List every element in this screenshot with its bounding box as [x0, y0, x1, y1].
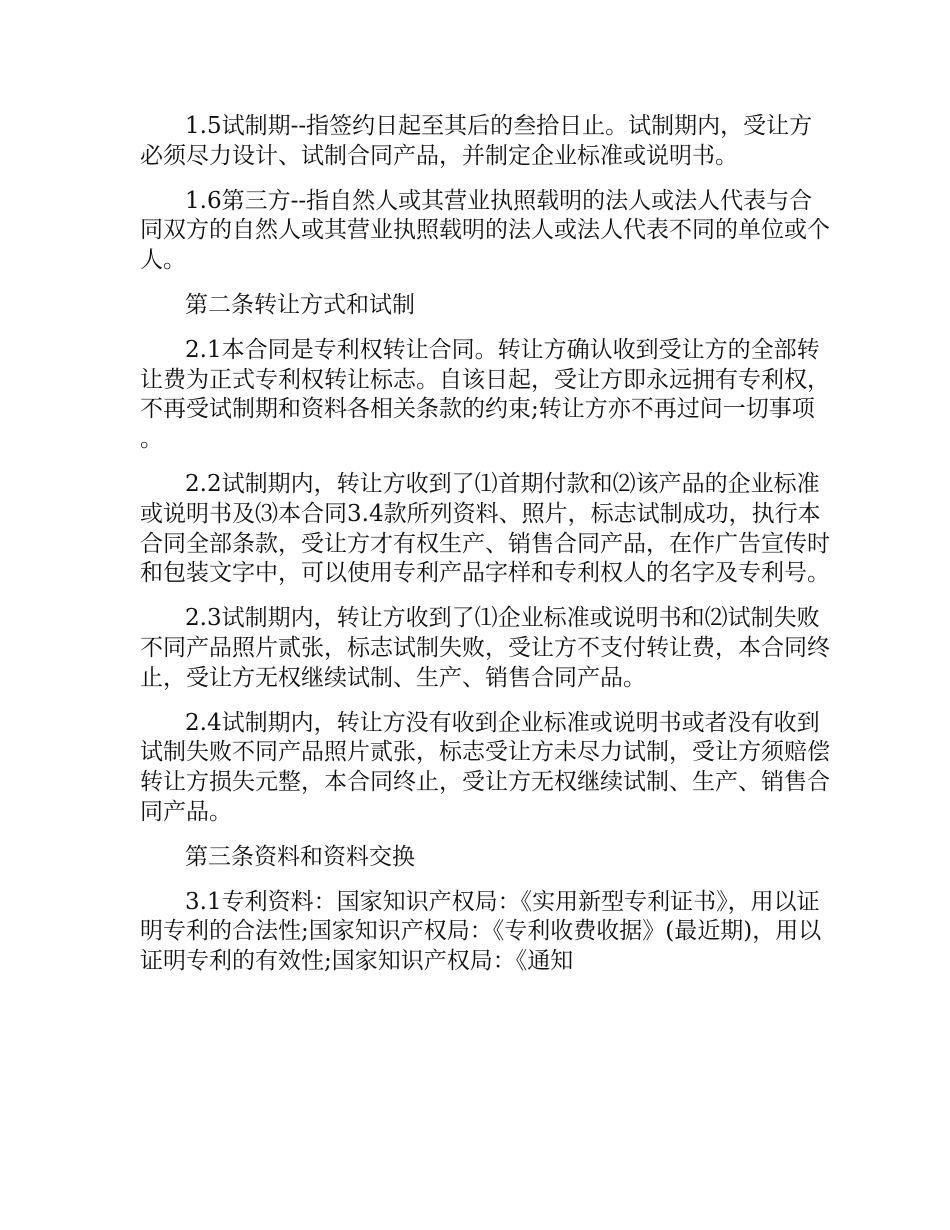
paragraph-2-2: 2.2试制期内，转让方收到了⑴首期付款和⑵该产品的企业标准或说明书及⑶本合同3.4款所列资料、照片，标志试制成功，执行本合同全部条款，受让方才有权生产、销售合同产品，在作广告宣传时和包装文字中，可以使用专利产品字样和专利权人的名字及专利号。: [140, 470, 830, 587]
document-body: [140, 112, 830, 992]
heading-article-2: 第二条转让方式和试制: [185, 291, 415, 318]
paragraph-2-1: 2.1本合同是专利权转让合同。转让方确认收到受让方的全部转让费为正式专利权转让标志。自该日起，受让方即永远拥有专利权，不再受试制期和资料各相关条款的约束;转让方亦不再过问一切事项。: [140, 336, 830, 453]
heading-article-3: 第三条资料和资料交换: [185, 843, 415, 870]
paragraph-2-3: 2.3试制期内，转让方收到了⑴企业标准或说明书和⑵试制失败不同产品照片贰张，标志试制失败，受让方不支付转让费，本合同终止，受让方无权继续试制、生产、销售合同产品。: [140, 605, 830, 691]
paragraph-1-6-third-party: 1.6第三方--指自然人或其营业执照载明的法人或法人代表与合同双方的自然人或其营业执照载明的法人或法人代表不同的单位或个人。: [140, 187, 830, 274]
paragraph-1-5-trial-period: 1.5试制期--指签约日起至其后的叁拾日止。试制期内，受让方必须尽力设计、试制合同产品，并制定企业标准或说明书。: [140, 113, 813, 169]
paragraph-2-4: 2.4试制期内，转让方没有收到企业标准或说明书或者没有收到试制失败不同产品照片贰张，标志受让方未尽力试制，受让方须赔偿转让方损失元整，本合同终止，受让方无权继续试制、生产、销售合同产品。: [140, 709, 830, 825]
paragraph-3-1: 3.1专利资料：国家知识产权局：《实用新型专利证书》，用以证明专利的合法性;国家知识产权局：《专利收费收据》(最近期)，用以证明专利的有效性;国家知识产权局：《通知: [140, 888, 822, 975]
